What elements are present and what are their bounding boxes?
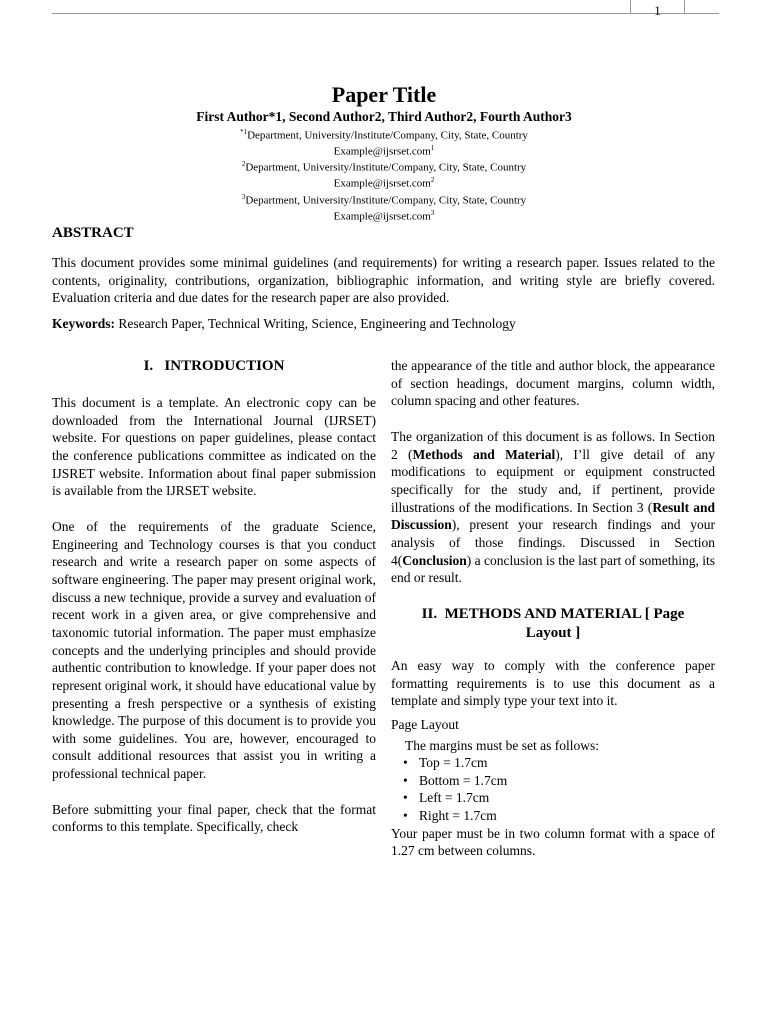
page-number: 1 (654, 3, 661, 18)
title-block (0, 81, 768, 223)
list-item: • Left = 1.7cm (411, 789, 715, 807)
affiliation-1: $^{*1}$Department, University/Institute/Company, City, State, Country Example@ijsrset.com$^1$ (240, 128, 528, 158)
margins-list (391, 754, 715, 825)
list-item: • Right = 1.7cm (411, 807, 715, 825)
methods-paragraph-1: An easy way to comply with the conference paper formatting requirements is to use this document as a template and simply type your text into it. (391, 657, 715, 709)
methods-paragraph-2: Your paper must be in two column format with a space of 1.27 cm between columns. (391, 825, 715, 859)
margins-intro: The margins must be set as follows: (405, 737, 599, 753)
list-item: • Top = 1.7cm (411, 754, 715, 772)
intro-paragraph-3: Before submitting your final paper, check that the format conforms to this template. Specifically, check (52, 801, 376, 835)
list-item: • Bottom = 1.7cm (411, 772, 715, 790)
abstract-heading: ABSTRACT (52, 225, 134, 241)
section-heading-methods: II. METHODS AND MATERIAL [ Page Layout ] (421, 605, 685, 641)
header-rule-right (683, 13, 719, 14)
keywords-label: Keywords: (52, 316, 115, 331)
intro-paragraph-2: One of the requirements of the graduate Science, Engineering and Technology courses is that you conduct research and write a research paper on some aspects of software engineering. The paper may present original work, discuss a new technique, provide a survey and evaluation of recent work in a given area, or give comprehensive and taxonomic tutorial information. The paper must emphasize concepts and the underlying principles and should provide authentic contribution to knowledge. If your paper does not represent original work, it should have educational value by presenting a fresh perspective or a synthesis of existing knowledge. The purpose of this document is to provide you with some guidelines. You are, however, encouraged to consult additional resources that assist you in writing a professional technical paper. (52, 518, 376, 782)
right-column (391, 357, 715, 860)
header-rule (52, 13, 631, 14)
intro-paragraph-5: The organization of this document is as follows. In Section 2 (Methods and Material), I’ll give detail of any modifications to equipment or equipment constructed specifically for the study and, if pertinent, provide illustrations of the modifications. In Section 3 (Result and Discussion), present your research findings and your analysis of those findings. Discussed in Section 4(Conclusion) a conclusion is the last part of something, its end or result. (391, 428, 716, 586)
affiliation-3: $^3$Department, University/Institute/Company, City, State, Country Example@ijsrset.com$^3$ (241, 192, 527, 223)
paper-title: Paper Title (331, 82, 437, 107)
page-number-box (630, 0, 685, 18)
intro-paragraph-4: the appearance of the title and author block, the appearance of section headings, document margins, column width, column spacing and other features. (391, 358, 715, 409)
keywords (52, 315, 715, 333)
left-column (52, 357, 376, 836)
intro-paragraph-1: This document is a template. An electronic copy can be downloaded from the International Journal (IJRSET) website. For questions on paper guidelines, please contact the conference publications committee as indicated on the IJSRET website. Information about final paper submission is available from the IJRSET website. (52, 395, 376, 499)
abstract-text: This document provides some minimal guidelines (and requirements) for writing a research paper. Issues related to the contents, originality, contributions, organization, bibliographic information, and writing style are briefly covered. Evaluation criteria and due dates for the research paper are also provided. (52, 255, 715, 306)
affiliation-2: $^2$Department, University/Institute/Company, City, State, Country Example@ijsrset.com$^2$ (241, 160, 527, 191)
page-layout-label: Page Layout (391, 716, 459, 732)
section-heading-introduction: I. INTRODUCTION (143, 358, 285, 374)
author-list: First Author*1, Second Author2, Third Author2, Fourth Author3 (196, 109, 572, 124)
keywords-list: Research Paper, Technical Writing, Science, Engineering and Technology (115, 316, 516, 331)
